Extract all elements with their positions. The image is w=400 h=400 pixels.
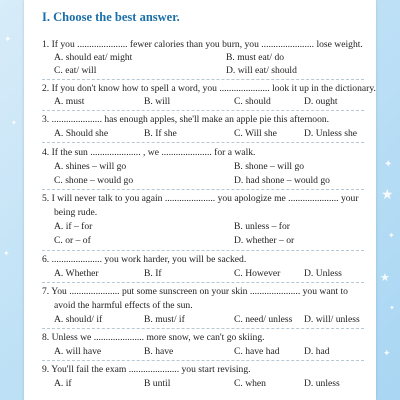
option-a[interactable]: A. must (54, 96, 85, 107)
question-divider (42, 282, 364, 283)
option-c[interactable]: C. should (234, 96, 271, 107)
option-d[interactable]: D. Unless she (304, 128, 358, 139)
option-d[interactable]: D. ought (304, 96, 338, 107)
star-decoration: ✦ (384, 159, 393, 170)
option-c[interactable]: C. eat/ will (54, 65, 97, 76)
star-decoration: ✦ (388, 231, 395, 240)
question-divider (42, 360, 364, 361)
option-b[interactable]: B. If (144, 268, 162, 279)
option-d[interactable]: D. had (304, 346, 330, 357)
option-b[interactable]: B. will (144, 96, 171, 107)
option-a[interactable]: A. Should she (54, 128, 109, 139)
question-text: 8. Unless we ..................... more snow, we can't go skiing. (42, 332, 265, 343)
option-b[interactable]: B. unless – for (234, 221, 290, 232)
option-a[interactable]: A. Whether (54, 268, 99, 279)
option-b[interactable]: B. have (144, 346, 174, 357)
option-b[interactable]: B. If she (144, 128, 177, 139)
option-a[interactable]: A. should eat/ might (54, 52, 133, 63)
star-decoration: ✦ (389, 304, 395, 312)
star-decoration: ✦ (11, 119, 17, 127)
question-text: 3. ..................... has enough apples, she'll make an apple pie this afternoon. (42, 114, 330, 125)
star-decoration: ✦ (383, 349, 391, 359)
star-decoration: ✦ (4, 35, 12, 45)
option-a[interactable]: A. shines – will go (54, 161, 127, 172)
question-text-continued: being rude. (54, 207, 98, 218)
star-decoration: ★ (380, 271, 390, 284)
option-d[interactable]: D. unless (304, 378, 340, 389)
option-a[interactable]: A. will have (54, 346, 102, 357)
option-d[interactable]: D. Unless (304, 268, 342, 279)
option-b[interactable]: B. must eat/ do (226, 52, 285, 63)
option-b[interactable]: B until (144, 378, 171, 389)
option-a[interactable]: A. if (54, 378, 72, 389)
option-c[interactable]: C. shone – would go (54, 175, 134, 186)
star-decoration: ★ (381, 187, 394, 203)
option-c[interactable]: C. Will she (234, 128, 277, 139)
question-text: 7. You ..................... put some sunscreen on your skin ..................... you want to (42, 286, 348, 297)
option-d[interactable]: D. will/ unless (304, 314, 360, 325)
question-text-continued: avoid the harmful effects of the sun. (54, 300, 193, 311)
question-divider (42, 328, 364, 329)
option-a[interactable]: A. if – for (54, 221, 93, 232)
option-d[interactable]: D. had shone – would go (234, 175, 330, 186)
question-text: 5. I will never talk to you again ..................... you apologize me ..................... your (42, 193, 359, 204)
question-divider (42, 250, 364, 251)
star-decoration: ✦ (3, 249, 10, 258)
option-c[interactable]: C. have had (234, 346, 280, 357)
question-text: 2. If you don't know how to spell a word, you ..................... look it up in the dictionary. (42, 83, 376, 94)
question-text: 6. ..................... you work harder, you will be sacked. (42, 254, 247, 265)
option-b[interactable]: B. must/ if (144, 314, 185, 325)
option-d[interactable]: D. will eat/ should (226, 65, 297, 76)
option-d[interactable]: D. whether – or (234, 235, 295, 246)
question-divider (42, 79, 364, 80)
question-divider (42, 142, 364, 143)
option-a[interactable]: A. should/ if (54, 314, 103, 325)
question-divider (42, 110, 364, 111)
question-text: 1. If you ..................... fewer calories than you burn, you ...................... lose weight. (42, 39, 363, 50)
option-c[interactable]: C. when (234, 378, 266, 389)
question-text: 9. You'll fail the exam ..................... you start revising. (42, 364, 251, 375)
question-divider (42, 189, 364, 190)
option-b[interactable]: B. shone – will go (234, 161, 305, 172)
option-c[interactable]: C. or – of (54, 235, 91, 246)
option-c[interactable]: C. However (234, 268, 281, 279)
worksheet-page (24, 0, 376, 400)
option-c[interactable]: C. need/ unless (234, 314, 293, 325)
exercise-heading: I. Choose the best answer. (42, 10, 180, 24)
question-text: 4. If the sun ..................... , we ..................... for a walk. (42, 147, 256, 158)
